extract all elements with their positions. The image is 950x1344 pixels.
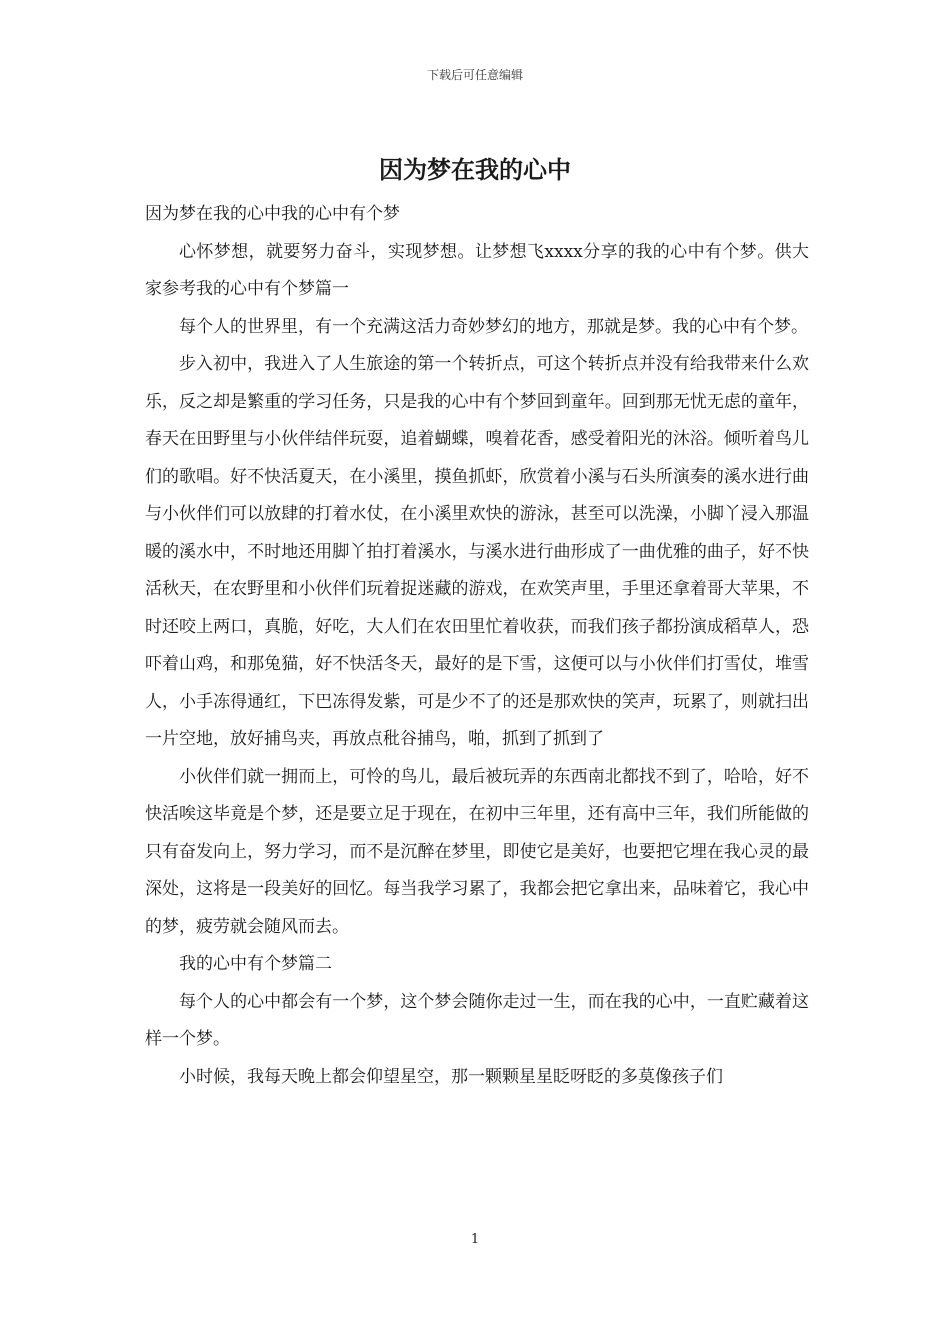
- document-title: 因为梦在我的心中: [379, 155, 571, 184]
- body-paragraph: 步入初中，我进入了人生旅途的第一个转折点，可这个转折点并没有给我带来什么欢乐，反之却是繁重的学习任务，只是我的心中有个梦回到童年。回到那无忧无虑的童年，春天在田野里与小伙伴结伴玩耍，追着蝴蝶，嗅着花香，感受着阳光的沐浴。倾听着鸟儿们的歌唱。好不快活夏天，在小溪里，摸鱼抓虾，欣赏着小溪与石头所演奏的溪水进行曲与小伙伴们可以放肆的打着水仗，在小溪里欢快的游泳，甚至可以洗澡，小脚丫浸入那温暖的溪水中，不时地还用脚丫拍打着溪水，与溪水进行曲形成了一曲优雅的曲子，好不快活秋天，在农野里和小伙伴们玩着捉迷藏的游戏，在欢笑声里，手里还拿着哥大苹果，不时还咬上两口，真脆，好吃，大人们在农田里忙着收获，而我们孩子都扮演成稻草人，恐吓着山鸡，和那兔猫，好不快活冬天，最好的是下雪，这便可以与小伙伴们打雪仗，堆雪人，小手冻得通红，下巴冻得发紫，可是少不了的还是那欢快的笑声，玩累了，则就扫出一片空地，放好捕鸟夹，再放点秕谷捕鸟，啪，抓到了抓到了: [145, 354, 809, 749]
- page-header: 下载后可任意编辑: [426, 68, 523, 82]
- body-paragraph: 小伙伴们就一拥而上，可怜的鸟儿，最后被玩弄的东西南北都找不到了，哈哈，好不快活唉这毕竟是个梦，还是要立足于现在，在初中三年里，还有高中三年，我们所能做的只有奋发向上，努力学习，而不是沉醉在梦里，即使它是美好，也要把它埋在我心灵的最深处，这将是一段美好的回忆。每当我学习累了，我都会把它拿出来，品味着它，我心中的梦，疲劳就会随风而去。: [145, 766, 809, 937]
- body-paragraph: 心怀梦想，就要努力奋斗，实现梦想。让梦想飞xxxx分享的我的心中有个梦。供大家参考我的心中有个梦篇一: [145, 241, 809, 299]
- section-heading: 我的心中有个梦篇二: [179, 954, 332, 974]
- body-paragraph: 小时候，我每天晚上都会仰望星空，那一颗颗星星眨呀眨的多莫像孩子们: [179, 1066, 723, 1087]
- page-number: 1: [470, 1232, 480, 1247]
- body-paragraph: 每个人的世界里，有一个充满这活力奇妙梦幻的地方，那就是梦。我的心中有个梦。: [179, 316, 808, 337]
- body-paragraph: 每个人的心中都会有一个梦，这个梦会随你走过一生，而在我的心中，一直贮藏着这样一个梦。: [145, 991, 809, 1049]
- subtitle-paragraph: 因为梦在我的心中我的心中有个梦: [145, 204, 400, 224]
- document-body: [145, 196, 809, 1096]
